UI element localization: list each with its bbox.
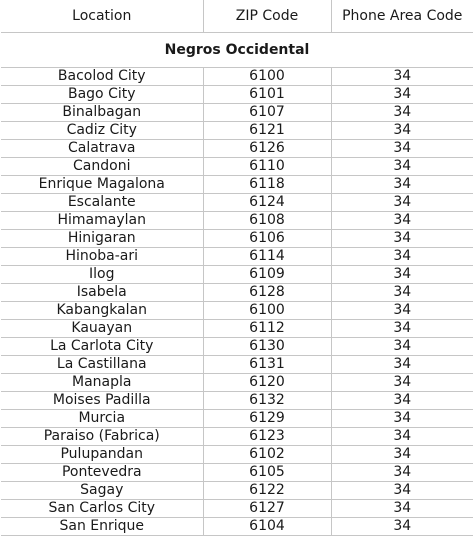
cell-phone-area-code: 34 [331,248,473,266]
cell-zip-code: 6108 [203,212,331,230]
table-row [1,284,473,302]
cell-location: Pontevedra [1,464,203,482]
cell-location: Himamaylan [1,212,203,230]
cell-zip-code: 6100 [203,302,331,320]
cell-location: Pulupandan [1,446,203,464]
cell-location: Calatrava [1,140,203,158]
header-location: Location [1,0,203,33]
table-row [1,428,473,446]
table-row [1,446,473,464]
cell-zip-code: 6114 [203,248,331,266]
cell-zip-code: 6129 [203,410,331,428]
table-row [1,338,473,356]
cell-location: Hinoba-ari [1,248,203,266]
cell-phone-area-code: 34 [331,374,473,392]
table-row [1,266,473,284]
table-row [1,248,473,266]
cell-zip-code: 6124 [203,194,331,212]
cell-location: Escalante [1,194,203,212]
cell-phone-area-code: 34 [331,230,473,248]
cell-location: Murcia [1,410,203,428]
cell-zip-code: 6100 [203,68,331,86]
cell-phone-area-code: 34 [331,266,473,284]
cell-location: Cadiz City [1,122,203,140]
cell-phone-area-code: 34 [331,446,473,464]
cell-zip-code: 6118 [203,176,331,194]
cell-zip-code: 6109 [203,266,331,284]
cell-location: Paraiso (Fabrica) [1,428,203,446]
cell-zip-code: 6130 [203,338,331,356]
cell-zip-code: 6121 [203,122,331,140]
table-row [1,392,473,410]
cell-location: Sagay [1,482,203,500]
header-phone-area-code: Phone Area Code [331,0,473,33]
cell-zip-code: 6132 [203,392,331,410]
cell-phone-area-code: 34 [331,86,473,104]
cell-zip-code: 6106 [203,230,331,248]
cell-location: Bacolod City [1,68,203,86]
table-row [1,500,473,518]
cell-phone-area-code: 34 [331,392,473,410]
cell-location: Enrique Magalona [1,176,203,194]
cell-location: Manapla [1,374,203,392]
cell-zip-code: 6122 [203,482,331,500]
cell-location: Candoni [1,158,203,176]
cell-phone-area-code: 34 [331,482,473,500]
table-row [1,86,473,104]
table-row [1,464,473,482]
cell-location: Kauayan [1,320,203,338]
cell-zip-code: 6107 [203,104,331,122]
table-row [1,158,473,176]
cell-phone-area-code: 34 [331,212,473,230]
table-header-row [1,0,473,33]
table-body [1,33,473,536]
cell-phone-area-code: 34 [331,428,473,446]
table-row [1,176,473,194]
cell-location: La Carlota City [1,338,203,356]
cell-location: Hinigaran [1,230,203,248]
table-row [1,104,473,122]
table-row [1,518,473,536]
cell-phone-area-code: 34 [331,338,473,356]
cell-zip-code: 6123 [203,428,331,446]
cell-phone-area-code: 34 [331,122,473,140]
table-row [1,302,473,320]
zip-code-table [1,0,473,536]
cell-phone-area-code: 34 [331,500,473,518]
cell-phone-area-code: 34 [331,158,473,176]
table-row [1,356,473,374]
cell-zip-code: 6104 [203,518,331,536]
table-row [1,482,473,500]
cell-location: San Carlos City [1,500,203,518]
cell-location: Binalbagan [1,104,203,122]
cell-zip-code: 6126 [203,140,331,158]
cell-phone-area-code: 34 [331,140,473,158]
cell-zip-code: 6128 [203,284,331,302]
cell-location: San Enrique [1,518,203,536]
table-row [1,230,473,248]
cell-phone-area-code: 34 [331,518,473,536]
table-row [1,122,473,140]
cell-zip-code: 6105 [203,464,331,482]
cell-phone-area-code: 34 [331,410,473,428]
table-row [1,68,473,86]
province-heading: Negros Occidental [1,33,473,68]
table-row [1,320,473,338]
cell-zip-code: 6131 [203,356,331,374]
cell-phone-area-code: 34 [331,284,473,302]
table-row [1,374,473,392]
cell-phone-area-code: 34 [331,356,473,374]
cell-location: Bago City [1,86,203,104]
cell-phone-area-code: 34 [331,68,473,86]
cell-phone-area-code: 34 [331,194,473,212]
cell-location: Kabangkalan [1,302,203,320]
cell-zip-code: 6112 [203,320,331,338]
province-row [1,33,473,68]
cell-zip-code: 6102 [203,446,331,464]
cell-zip-code: 6120 [203,374,331,392]
cell-zip-code: 6127 [203,500,331,518]
cell-zip-code: 6110 [203,158,331,176]
table-row [1,194,473,212]
table-row [1,140,473,158]
cell-zip-code: 6101 [203,86,331,104]
table-row [1,410,473,428]
cell-location: Ilog [1,266,203,284]
cell-phone-area-code: 34 [331,104,473,122]
cell-phone-area-code: 34 [331,176,473,194]
header-zip-code: ZIP Code [203,0,331,33]
table-row [1,212,473,230]
cell-location: La Castillana [1,356,203,374]
cell-location: Moises Padilla [1,392,203,410]
cell-phone-area-code: 34 [331,302,473,320]
cell-phone-area-code: 34 [331,320,473,338]
cell-phone-area-code: 34 [331,464,473,482]
cell-location: Isabela [1,284,203,302]
